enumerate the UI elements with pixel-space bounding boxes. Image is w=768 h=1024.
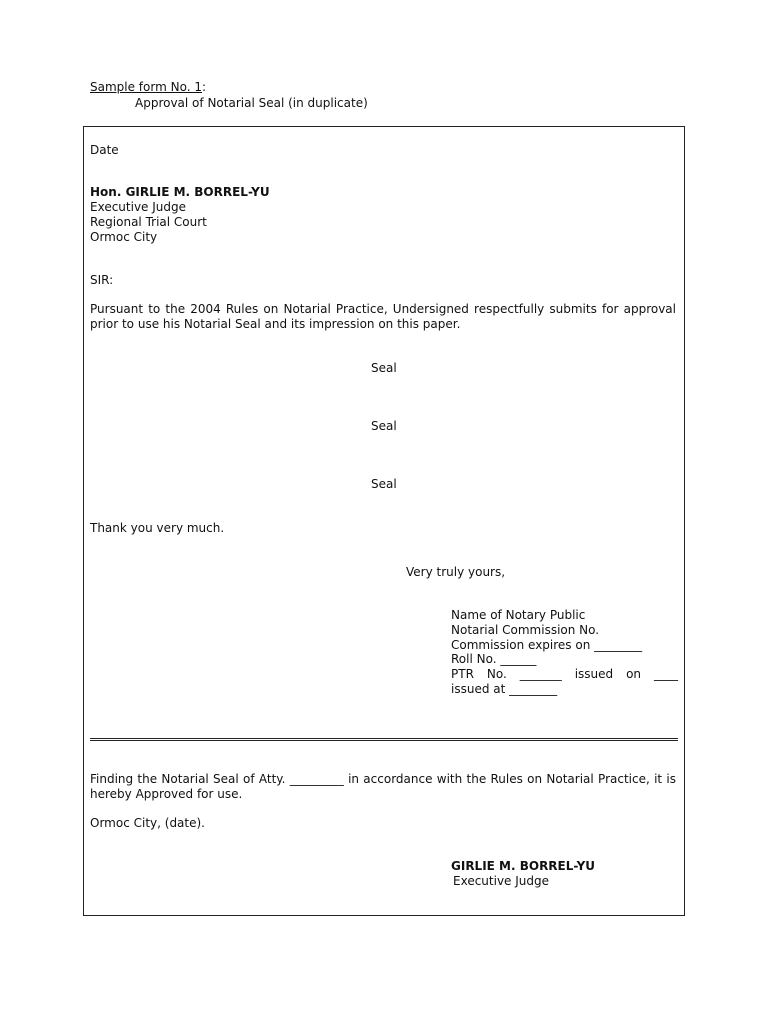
addressee-position: Executive Judge	[90, 200, 186, 214]
roll-number: Roll No. ______	[451, 652, 537, 666]
closing-line: Very truly yours,	[406, 565, 506, 579]
addressee-court: Regional Trial Court	[90, 215, 207, 229]
commission-number: Notarial Commission No.	[451, 623, 600, 637]
thanks-line: Thank you very much.	[90, 521, 225, 535]
date-label: Date	[90, 143, 119, 157]
ptr-word: _______	[519, 667, 562, 681]
notary-name: Name of Notary Public	[451, 608, 586, 622]
form-number-colon: :	[201, 80, 207, 94]
addressee-city: Ormoc City	[90, 230, 158, 244]
ptr-word: PTR	[451, 667, 474, 681]
commission-expires: Commission expires on ________	[451, 638, 643, 652]
ptr-word: ____	[654, 667, 678, 681]
addressee-name: Hon. GIRLIE M. BORREL-YU	[90, 185, 270, 199]
ptr-word: on	[626, 667, 642, 681]
salutation: SIR:	[90, 273, 114, 287]
form-subtitle: Approval of Notarial Seal (in duplicate)	[135, 96, 368, 110]
ptr-line	[451, 667, 678, 682]
seal-label: Seal	[371, 419, 397, 433]
form-number	[90, 80, 206, 95]
place-date: Ormoc City, (date).	[90, 816, 205, 830]
issued-at: issued at ________	[451, 682, 558, 696]
form-number-label: Sample form No. 1	[90, 80, 202, 94]
seal-label: Seal	[371, 361, 397, 375]
ptr-word: No.	[486, 667, 507, 681]
approval-finding: Finding the Notarial Seal of Atty. _________ in accordance with the Rules on Notarial Practice, it is hereby Approved for use.	[90, 772, 676, 801]
section-divider	[90, 738, 678, 741]
ptr-word: issued	[574, 667, 614, 681]
judge-name: GIRLIE M. BORREL-YU	[451, 859, 596, 873]
judge-title: Executive Judge	[453, 874, 549, 888]
seal-label: Seal	[371, 477, 397, 491]
letter-body: Pursuant to the 2004 Rules on Notarial Practice, Undersigned respectfully submits for approval prior to use his Notarial Seal and its impression on this paper.	[90, 302, 676, 331]
